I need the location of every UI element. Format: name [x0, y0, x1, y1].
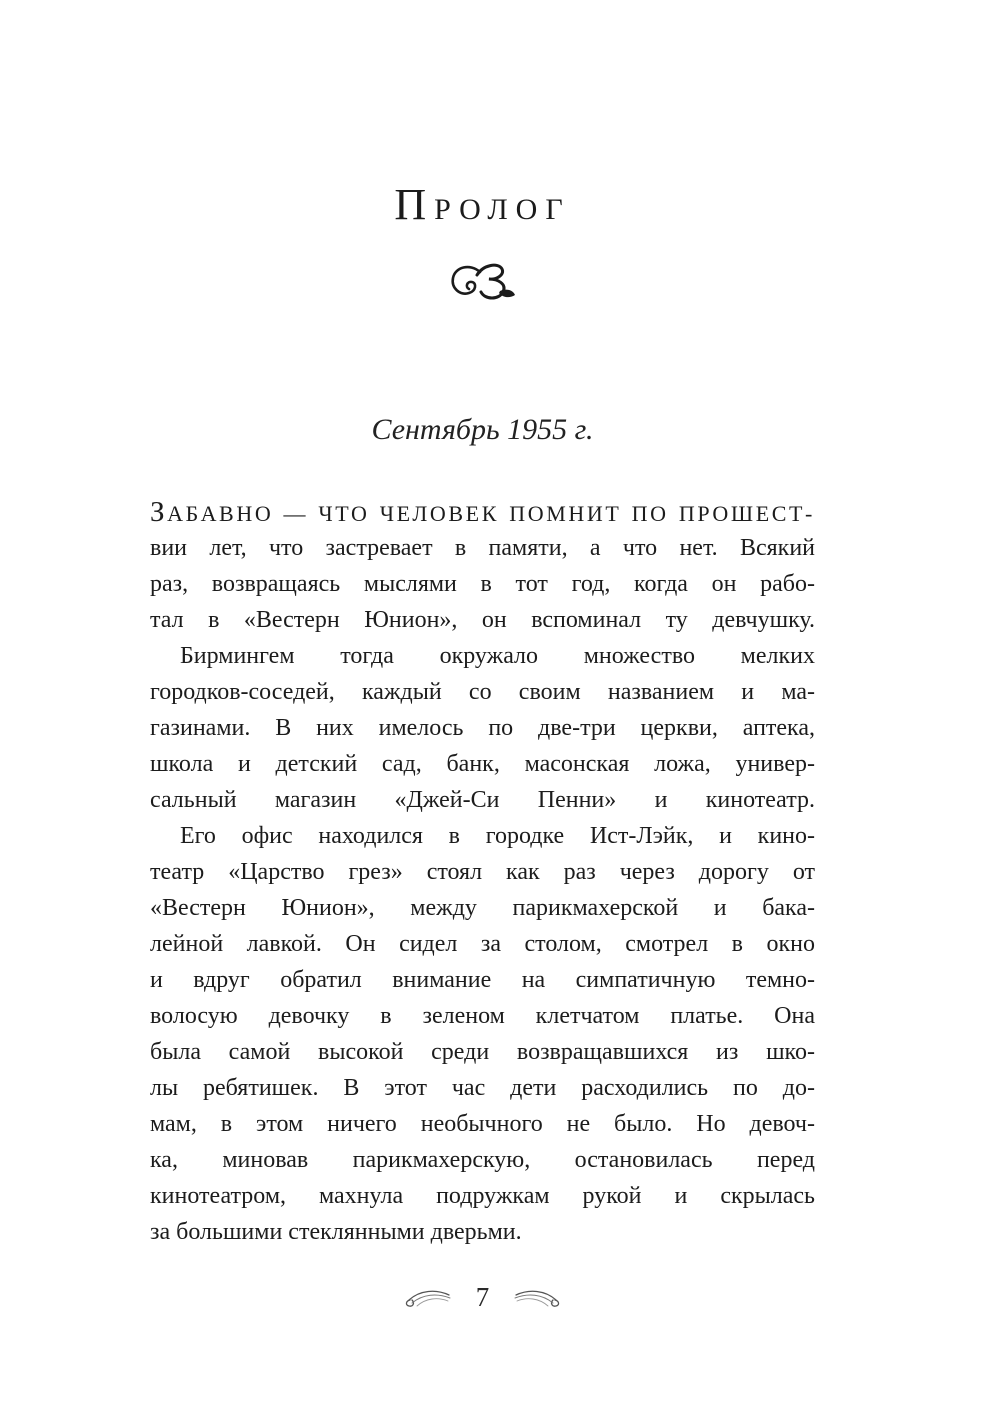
chapter-title: ПРОЛОГ [394, 180, 571, 229]
footer-flourish-right-icon [513, 1287, 561, 1311]
text-line: тал в «Вестерн Юнион», он вспоминал ту девчушку. [150, 607, 815, 633]
text-line: школа и детский сад, банк, масонская ложа, универ- [150, 751, 815, 777]
text-line: Бирмингем тогда окружало множество мелких [180, 643, 815, 669]
footer-flourish-left-icon [404, 1287, 452, 1311]
paragraph [150, 818, 815, 1250]
section-dateline: Сентябрь 1955 г. [371, 413, 594, 446]
text-line: ка, миновав парикмахерскую, остановилась перед [150, 1147, 815, 1173]
paragraph [150, 638, 815, 818]
text-line: была самой высокой среди возвращавшихся из шко- [150, 1039, 815, 1065]
text-line: вии лет, что застревает в памяти, а что нет. Всякий [150, 535, 815, 561]
text-line: театр «Царство грез» стоял как раз через дорогу от [150, 859, 815, 885]
text-line: сальный магазин «Джей-Си Пенни» и кинотеатр. [150, 787, 815, 813]
text-line: раз, возвращаясь мыслями в тот год, когда он рабо- [150, 571, 815, 597]
paragraph [150, 494, 815, 638]
body-text [150, 494, 815, 1250]
page-footer [150, 1284, 815, 1313]
text-line: и вдруг обратил внимание на симпатичную темно- [150, 967, 815, 993]
text-line: «Вестерн Юнион», между парикмахерской и бака- [150, 895, 815, 921]
text-line: газинами. В них имелось по две-три церкви, аптека, [150, 715, 815, 741]
text-line: ЗАБАВНО — ЧТО ЧЕЛОВЕК ПОМНИТ ПО ПРОШЕСТ- [150, 496, 815, 528]
text-line: лы ребятишек. В этот час дети расходились по до- [150, 1075, 815, 1101]
text-line: лейной лавкой. Он сидел за столом, смотрел в окно [150, 931, 815, 957]
text-line: городков-соседей, каждый со своим названием и ма- [150, 679, 815, 705]
text-line: за большими стеклянными дверьми. [150, 1219, 522, 1245]
text-line: Его офис находился в городке Ист-Лэйк, и кино- [180, 823, 815, 849]
text-line: мам, в этом ничего необычного не было. Но девоч- [150, 1111, 815, 1137]
section-ornament-icon [150, 262, 815, 309]
text-line: волосую девочку в зеленом клетчатом платье. Она [150, 1003, 815, 1029]
text-line: кинотеатром, махнула подружкам рукой и скрылась [150, 1183, 815, 1209]
page-number: 7 [475, 1282, 490, 1312]
